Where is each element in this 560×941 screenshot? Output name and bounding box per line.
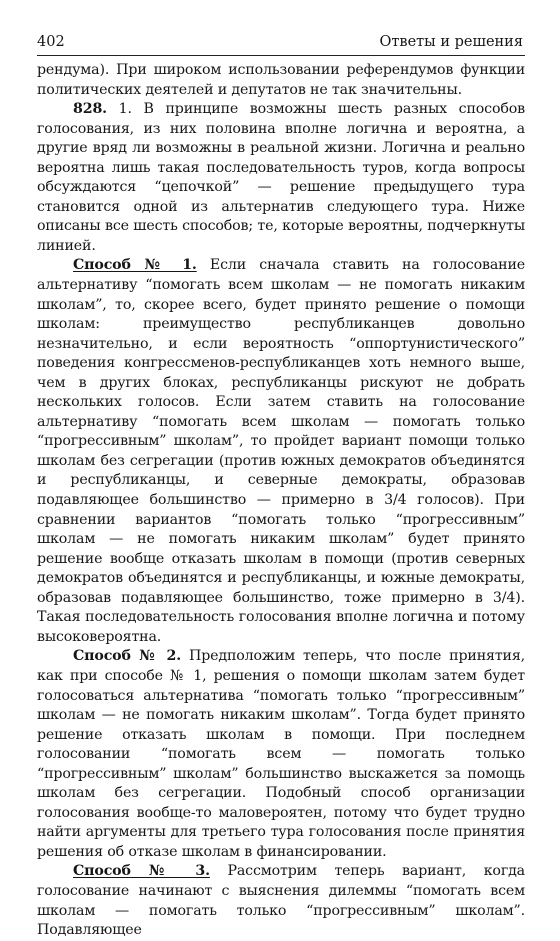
paragraph-text: 1. В принципе возможны шесть разных способов голосования, из них половина вполне логична и вероятна, а другие вряд ли возможны в реальной жизни. Логична и реально вероятна лишь такая последовательность туров, когда вопросы обсуждаются “цепочкой” — решение предыдущего тура становится одной из альтернатив следующего тура. Ниже описаны все шесть способов; те, которые вероятны, подчеркнуты линией. [37,101,525,254]
method-heading: Способ № 2. [73,648,181,665]
paragraph-text: Если сначала ставить на голосование альтернативу “помогать всем школам — не помогать никаким школам”, то, скорее всего, будет принято решение о помощи школам: преимущество республиканцев довольно незначительно, и если вероятность “оппортунистического” поведения конгрессменов-республиканцев хоть немного выше, чем в других блоках, республиканцы рискуют не добрать нескольких голосов. Если затем ставить на голосование альтернативу “помогать всем школам — помогать только “прогрессивным” школам”, то пройдет вариант помощи только школам без сегрегации (против южных демократов объединятся и республиканцы, и северные демократы, образовав подавляющее большинство — примерно в 3/4 голосов). При сравнении вариантов “помогать только “прогрессивным” школам — не помогать никаким школам” будет принято решение вообще отказать школам в помощи (против северных демократов объединятся и республиканцы, и южные демократы, образовав подавляющее большинство, тоже примерно в 3/4). Такая последовательность голосования вполне логична и потому высоковероятна. [37,257,526,645]
paragraph-text: Предположим теперь, что после принятия, как при способе № 1, решения о помощи школам затем будет голосоваться альтернатива “помогать только “прогрессивным” школам — не помогать никаким школам”. Тогда будет принято решение отказать школам в помощи. При последнем голосовании “помогать всем — помогать только “прогрессивным” школам” большинство выскажется за помощь школам без сегрегации. Подобный способ организации голосования вообще-то маловероятен, потому что будет трудно найти аргументы для третьего тура голосования после принятия решения об отказе школам в финансировании. [37,648,525,860]
method-heading: Способ № 3. [73,863,210,880]
paragraph-text: Рассмотрим теперь вариант, когда голосование начинают с выяснения дилеммы “помогать всем школам — помогать только “прогрессивным” школам”. Подавляющее [37,863,525,939]
method-heading: Способ № 1. [73,257,197,274]
paragraph-method-1 [37,256,525,647]
page-body [37,61,525,941]
paragraph-text: рендума). При широком использовании референдумов функции политических деятелей и депутатов не так значительны. [37,62,525,98]
header-rule [37,55,525,56]
paragraph-problem-828 [37,100,525,256]
paragraph-method-2 [37,647,525,862]
paragraph-method-3 [37,862,525,940]
page-number: 402 [37,34,65,50]
problem-number: 828. [73,101,107,118]
paragraph-continuation [37,61,525,100]
running-header [37,33,523,51]
running-title: Ответы и решения [379,34,523,50]
